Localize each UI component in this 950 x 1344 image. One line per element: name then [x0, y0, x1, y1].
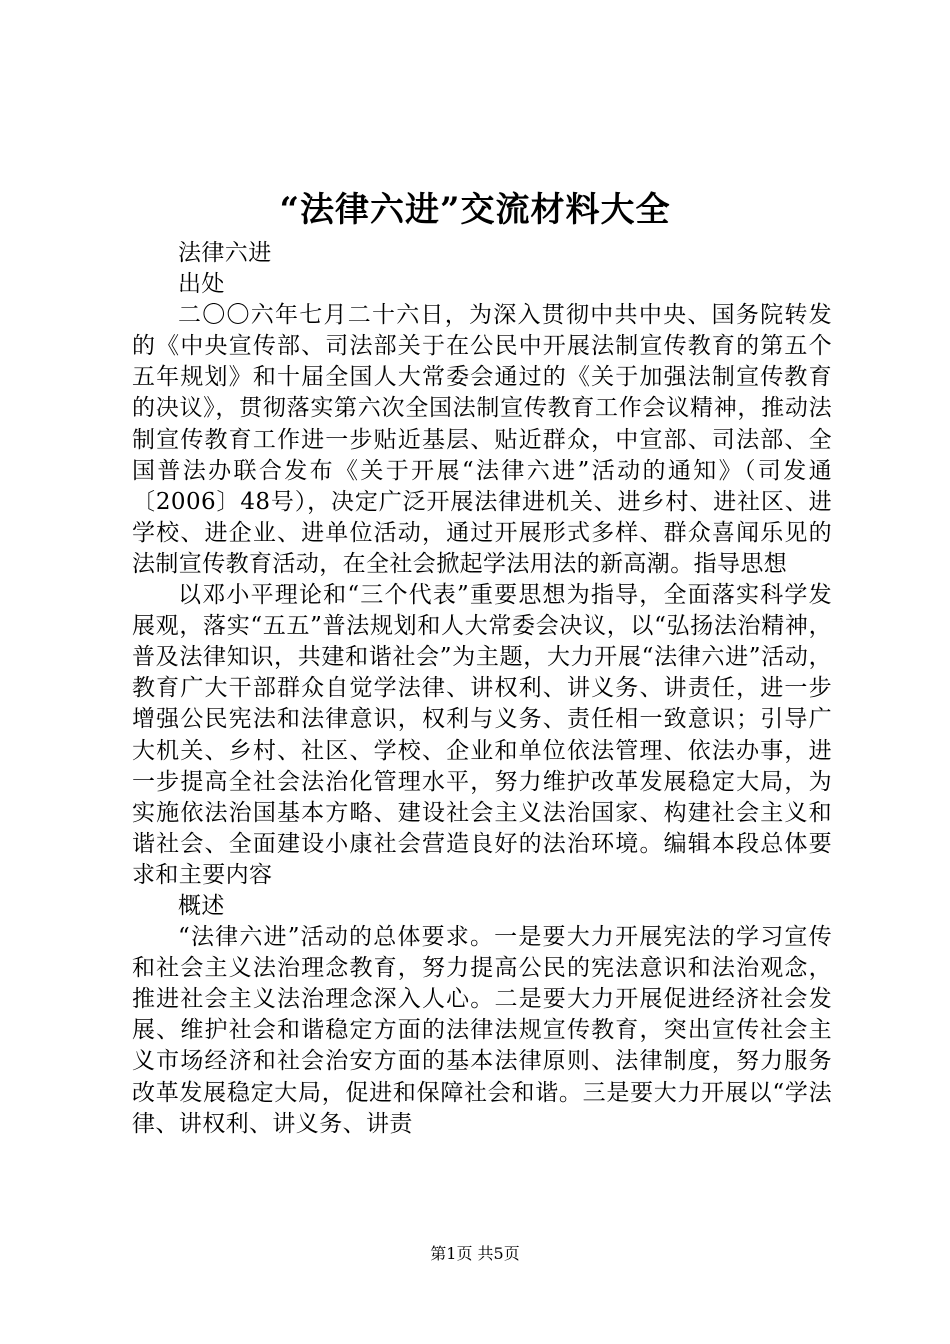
page-number-footer: 第1页 共5页	[430, 1244, 520, 1263]
paragraph: 概述	[178, 892, 225, 919]
paragraph: 以邓小平理论和“三个代表”重要思想为指导，全面落实科学发展观，落实“五五”普法规划和人大常委会决议，以“弘扬法治精神，普及法律知识，共建和谐社会”为主题，大力开展“法律六进”活动，教育广大干部群众自觉学法律、讲权利、讲义务、讲责任，进一步增强公民宪法和法律意识，权利与义务、责任相一致意识；引导广大机关、乡村、社区、学校、企业和单位依法管理、依法办事，进一步提高全社会法治化管理水平，努力维护改革发展稳定大局，为实施依法治国基本方略、建设社会主义法治国家、构建社会主义和谐社会、全面建设小康社会营造良好的法治环境。编辑本段总体要求和主要内容	[132, 582, 832, 888]
paragraph: 出处	[178, 271, 225, 298]
page-title: “法律六进”交流材料大全	[279, 190, 671, 230]
paragraph: 法律六进	[178, 240, 272, 266]
document-body	[132, 238, 832, 1140]
paragraph: 二〇〇六年七月二十六日，为深入贯彻中共中央、国务院转发的《中央宣传部、司法部关于在公民中开展法制宣传教育的第五个五年规划》和十届全国人大常委会通过的《关于加强法制宣传教育的决议》，贯彻落实第六次全国法制宣传教育工作会议精神，推动法制宣传教育工作进一步贴近基层、贴近群众，中宣部、司法部、全国普法办联合发布《关于开展“法律六进”活动的通知》（司发通〔2006〕48号），决定广泛开展法律进机关、进乡村、进社区、进学校、进企业、进单位活动，通过开展形式多样、群众喜闻乐见的法制宣传教育活动，在全社会掀起学法用法的新高潮。指导思想	[132, 302, 832, 577]
paragraph: “法律六进”活动的总体要求。一是要大力开展宪法的学习宣传和社会主义法治理念教育，努力提高公民的宪法意识和法治观念，推进社会主义法治理念深入人心。二是要大力开展促进经济社会发展、维护社会和谐稳定方面的法律法规宣传教育，突出宣传社会主义市场经济和社会治安方面的基本法律原则、法律制度，努力服务改革发展稳定大局，促进和保障社会和谐。三是要大力开展以“学法律、讲权利、讲义务、讲责	[132, 924, 832, 1137]
